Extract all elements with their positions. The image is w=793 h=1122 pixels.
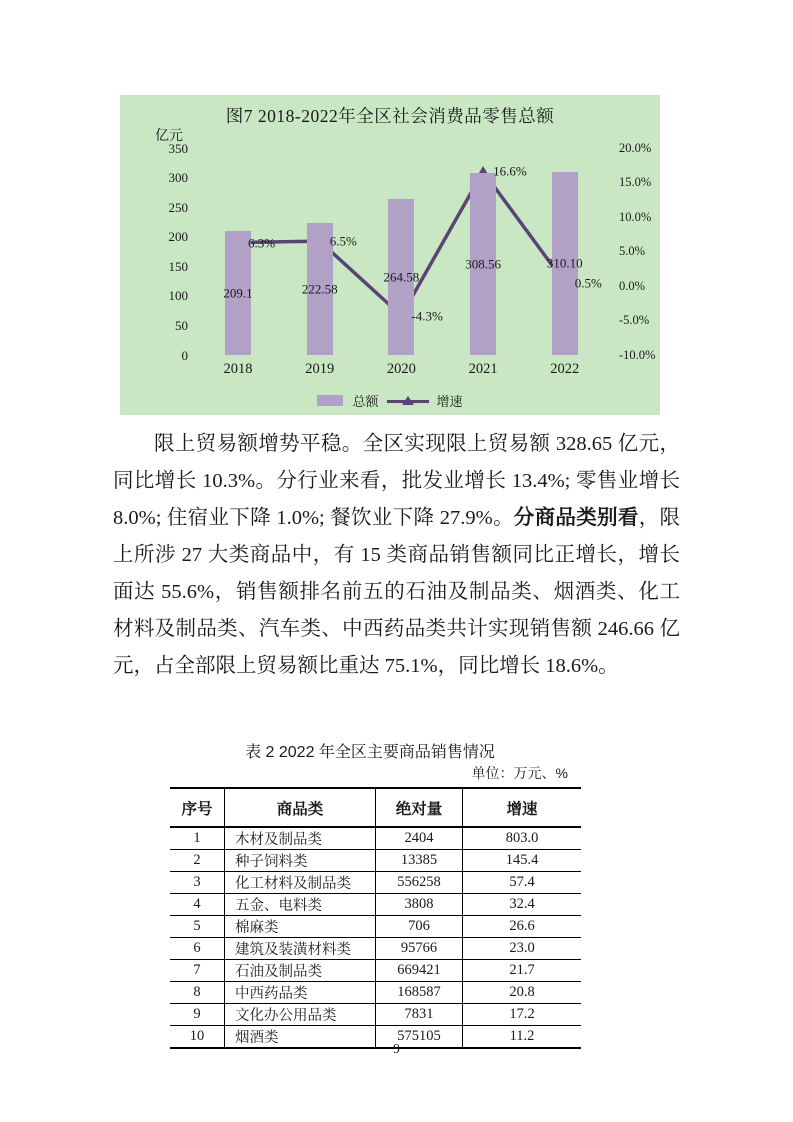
table-row	[170, 916, 581, 938]
table-header-row	[170, 788, 581, 827]
commodity-name-cell: 文化办公用品类	[225, 1004, 376, 1026]
growth-rate-cell: 11.2	[463, 1026, 582, 1049]
paragraph-bold-text: 分商品类别看	[513, 507, 639, 529]
right-axis-tick: 20.0%	[619, 140, 652, 155]
commodity-name-cell: 化工材料及制品类	[225, 872, 376, 894]
commodity-name-cell: 石油及制品类	[225, 960, 376, 982]
chart-title: 图7 2018-2022年全区社会消费品零售总额	[225, 106, 555, 126]
bar-value-label: 308.56	[465, 256, 501, 272]
row-index-cell: 8	[170, 982, 225, 1004]
table-header-cell: 序号	[170, 788, 225, 827]
table-header-cell: 增速	[463, 788, 582, 827]
absolute-value-cell: 7831	[376, 1004, 463, 1026]
absolute-value-cell: 2404	[376, 827, 463, 850]
table-row	[170, 938, 581, 960]
absolute-value-cell: 556258	[376, 872, 463, 894]
left-axis-tick: 100	[168, 288, 188, 304]
x-axis-category-label: 2019	[305, 361, 335, 377]
x-axis-category-label: 2022	[550, 361, 580, 377]
table-row	[170, 960, 581, 982]
left-axis-tick: 0	[181, 347, 188, 363]
table-row	[170, 872, 581, 894]
absolute-value-cell: 13385	[376, 850, 463, 872]
commodity-name-cell: 建筑及装潢材料类	[225, 938, 376, 960]
table-header-cell: 商品类	[225, 788, 376, 827]
legend-line-marker-icon	[387, 395, 429, 407]
commodity-name-cell: 中西药品类	[225, 982, 376, 1004]
growth-rate-cell: 145.4	[463, 850, 582, 872]
left-axis-tick: 150	[168, 258, 188, 274]
row-index-cell: 2	[170, 850, 225, 872]
paragraph-text: ，限上所涉 27 大类商品中，有 15 类商品销售额同比正增长，增长面达 55.6%，销售额排名前五的石油及制品类、烟酒类、化工材料及制品类、汽车类、中西药品类共计实现销售额 246.66 亿元，占全部限上贸易额比重达 75.1%，同比增长 18.6%。	[113, 507, 681, 677]
row-index-cell: 1	[170, 827, 225, 850]
table-unit-note: 单位：万元、%	[471, 765, 568, 781]
legend-line-label: 增速	[436, 394, 463, 409]
bar-value-label: 310.10	[546, 255, 583, 271]
line-value-label: 6.3%	[248, 235, 276, 251]
growth-rate-cell: 57.4	[463, 872, 582, 894]
left-axis-tick: 250	[168, 199, 188, 215]
row-index-cell: 9	[170, 1004, 225, 1026]
table-row	[170, 850, 581, 872]
left-axis-tick: 300	[168, 170, 188, 186]
table-header-cell: 绝对量	[376, 788, 463, 827]
right-axis-tick: 10.0%	[619, 209, 652, 224]
page-number: 9	[393, 1041, 400, 1056]
row-index-cell: 10	[170, 1026, 225, 1049]
absolute-value-cell: 706	[376, 916, 463, 938]
commodity-sales-table	[170, 787, 581, 1049]
table-title: 表 2 2022 年全区主要商品销售情况	[245, 744, 495, 761]
line-value-label: 6.5%	[329, 233, 357, 249]
legend-bar-swatch-icon	[317, 395, 343, 406]
absolute-value-cell: 168587	[376, 982, 463, 1004]
right-axis-tick: 5.0%	[619, 244, 646, 258]
commodity-name-cell: 五金、电料类	[225, 894, 376, 916]
row-index-cell: 6	[170, 938, 225, 960]
commodity-name-cell: 种子饲料类	[225, 850, 376, 872]
growth-rate-cell: 23.0	[463, 938, 582, 960]
x-axis-line	[192, 355, 602, 356]
chart-legend	[120, 391, 660, 410]
growth-rate-cell: 32.4	[463, 894, 582, 916]
x-axis-category-label: 2018	[223, 361, 253, 377]
line-value-label: 0.5%	[574, 275, 602, 291]
legend-bar-label: 总额	[352, 394, 379, 409]
table-row	[170, 894, 581, 916]
absolute-value-cell: 575105	[376, 1026, 463, 1049]
line-value-label: -4.3%	[411, 308, 443, 324]
bar-value-label: 209.1	[223, 285, 253, 301]
summary-paragraph	[113, 426, 680, 685]
left-axis-tick: 200	[168, 229, 188, 245]
growth-rate-cell: 803.0	[463, 827, 582, 850]
right-axis-tick: -10.0%	[619, 347, 656, 362]
bar-value-label: 222.58	[301, 281, 338, 297]
table-row	[170, 1004, 581, 1026]
bar-value-label: 264.58	[383, 269, 420, 285]
x-axis-category-label: 2020	[386, 361, 416, 377]
left-axis-tick: 50	[175, 317, 188, 333]
x-axis-category-label: 2021	[468, 361, 498, 377]
row-index-cell: 3	[170, 872, 225, 894]
absolute-value-cell: 669421	[376, 960, 463, 982]
growth-rate-cell: 17.2	[463, 1004, 582, 1026]
absolute-value-cell: 95766	[376, 938, 463, 960]
row-index-cell: 5	[170, 916, 225, 938]
retail-sales-chart	[120, 95, 660, 415]
commodity-name-cell: 木材及制品类	[225, 827, 376, 850]
right-axis-tick: -5.0%	[619, 313, 650, 327]
table-row	[170, 982, 581, 1004]
growth-rate-cell: 21.7	[463, 960, 582, 982]
growth-rate-cell: 20.8	[463, 982, 582, 1004]
left-axis-unit-label: 亿元	[155, 129, 183, 144]
paragraph-text: 限上贸易额增势平稳。全区实现限上贸易额 328.65 亿元，同比增长 10.3%。分行业来看，批发业增长 13.4%; 零售业增长 8.0%; 住宿业下降 1.0%; 餐饮业下降 27.9%。	[113, 433, 680, 529]
commodity-name-cell: 烟酒类	[225, 1026, 376, 1049]
right-axis-tick: 15.0%	[619, 175, 652, 189]
line-value-label: 16.6%	[493, 163, 527, 179]
commodity-name-cell: 棉麻类	[225, 916, 376, 938]
table-row	[170, 827, 581, 850]
left-axis-tick: 350	[168, 140, 188, 156]
row-index-cell: 4	[170, 894, 225, 916]
right-axis-tick: 0.0%	[619, 278, 646, 293]
absolute-value-cell: 3808	[376, 894, 463, 916]
row-index-cell: 7	[170, 960, 225, 982]
growth-rate-cell: 26.6	[463, 916, 582, 938]
